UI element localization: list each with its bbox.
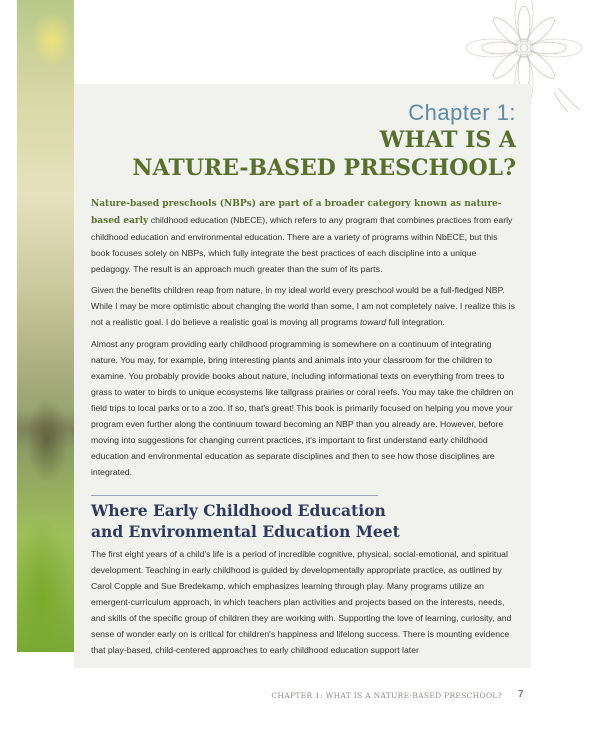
section-heading-line-2: and Environmental Education Meet (91, 522, 400, 541)
section-divider (91, 495, 378, 496)
paragraph-3-text: Almost any program providing early childhood programming is somewhere on a continuum of integrating nature. You may, for example, bring interesting plants and animals into your classroom for the children to examine. You probably provide books about nature, including informational texts on everything from trees to grass to water to birds to unique ecosystems like tallgrass prairies or coral reefs. You may take the children on field trips to local parks or to a zoo. If so, that's great! This book is primarily focused on helping you move your program even further along the continuum toward becoming an NBP than you already are. However, before moving into suggestions for changing current practices, it's important to first understand early childhood education and environmental education as separate disciplines and then to see how those disciplines are integrated. (91, 339, 514, 477)
section-heading-line-1: Where Early Childhood Education (91, 501, 386, 520)
paragraph-2-emphasis: toward (359, 317, 387, 327)
paragraph-2 (91, 282, 516, 330)
chapter-title-line-1: WHAT IS A (379, 127, 516, 153)
page-number: 7 (518, 689, 524, 700)
chapter-title (132, 126, 516, 182)
paragraph-2-end: full integration. (386, 317, 445, 327)
section-heading (91, 500, 400, 542)
chapter-title-line-2: NATURE-BASED PRESCHOOL? (132, 155, 516, 181)
paragraph-2-text: Given the benefits children reap from nature, in my ideal world every preschool would be a full-fledged NBP. While I may be more optimistic about changing the world than some, I am not completely naive. I realize this is not a realistic goal. I do believe a realistic goal is moving all programs (91, 285, 515, 327)
nature-photo-strip (17, 0, 74, 652)
section-paragraph (91, 546, 516, 658)
intro-lead: Nature-based preschools (NBPs) are part of a broader category known as nature-based early (91, 199, 502, 226)
intro-paragraph (91, 195, 516, 277)
chapter-label: Chapter 1: (408, 100, 516, 125)
paragraph-3 (91, 336, 516, 480)
intro-text: childhood education (NbECE), which refers to any program that combines practices from early childhood education and environmental education. There are a variety of programs within NbECE, but this book focuses solely on NBPs, which fully integrate the best practices of each discipline into a unique pedagogy. The result is an approach much greater than the sum of its parts. (91, 215, 513, 274)
running-footer: CHAPTER 1: WHAT IS A NATURE-BASED PRESCHOOL? (271, 691, 502, 700)
section-paragraph-text: The first eight years of a child's life is a period of incredible cognitive, physical, social-emotional, and spiritual development. Teaching in early childhood is guided by developmentally appropriate practice, as outlined by Carol Copple and Sue Bredekamp, which emphasizes learning through play. Many programs utilize an emergent-curriculum approach, in which teachers plan activities and projects based on the interests, needs, and skills of the specific group of children they are working with. Supporting the love of learning, curiosity, and sense of wonder early on is critical for children's happiness and lifelong success. There is mounting evidence that play-based, child-centered approaches to early childhood education support later (91, 549, 512, 655)
